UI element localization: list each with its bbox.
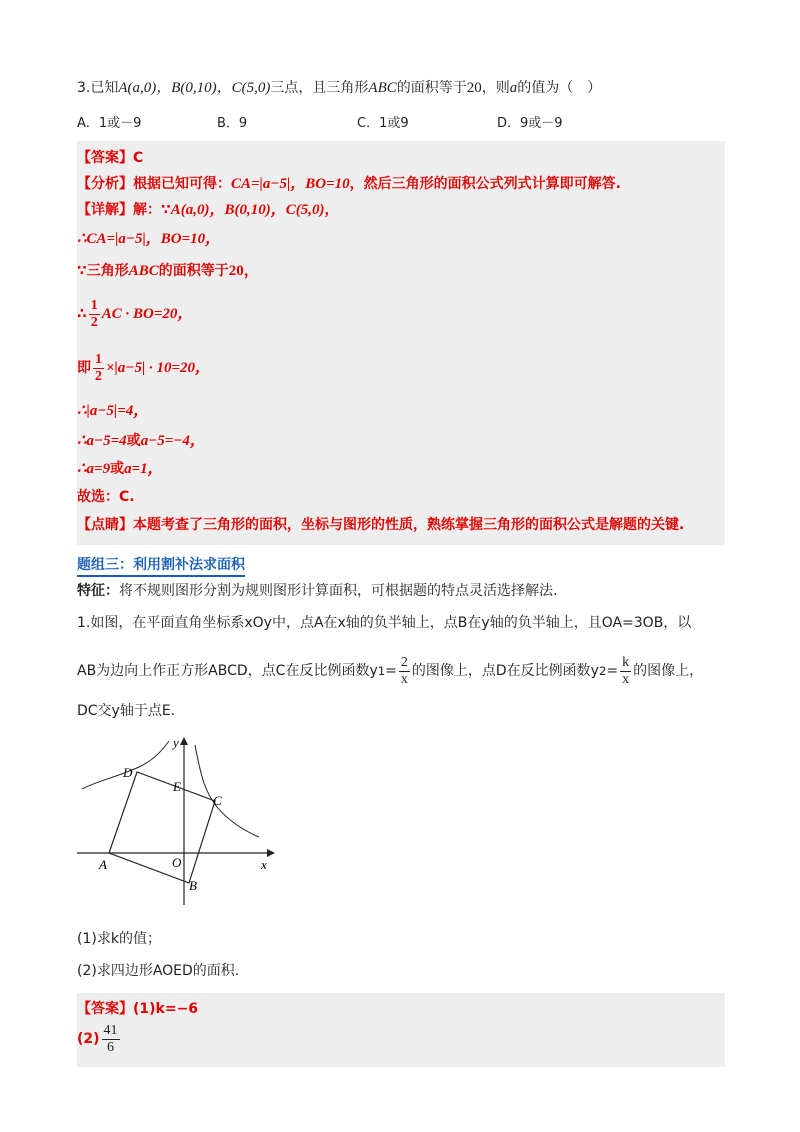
step-math: AC · BO=20， xyxy=(101,306,193,322)
step-text: 即 xyxy=(77,360,91,376)
step-5 xyxy=(77,395,725,427)
group-title: 题组三：利用割补法求面积 xyxy=(77,555,245,577)
label-e: E xyxy=(173,779,181,794)
frac-num: 1 xyxy=(90,297,98,313)
q3-text: 的值为（ ） xyxy=(517,80,602,96)
question-3-options xyxy=(77,112,725,131)
fraction-half xyxy=(89,298,100,331)
step-text: 的面积等于 xyxy=(158,263,229,279)
q1-text: AB为边向上作正方形ABCD，点C在反比例函数y xyxy=(77,663,378,679)
step-4 xyxy=(77,341,725,395)
q3-text: 三点，且三角形 xyxy=(270,80,369,96)
analysis-text: 根据已知可得： xyxy=(133,176,231,192)
analysis-line xyxy=(77,171,725,197)
step-7 xyxy=(77,455,725,483)
step-math: ∴a=9 xyxy=(77,461,111,477)
q1-text: 的图像上， xyxy=(633,663,704,679)
q3-points: A(a,0)，B(0,10)，C(5,0) xyxy=(118,80,271,96)
question-1-line-2 xyxy=(77,653,725,689)
q1-subscript: 1 xyxy=(377,664,386,678)
label-x: x xyxy=(261,857,267,872)
frac-den: 6 xyxy=(107,1039,115,1055)
label-a: A xyxy=(99,857,107,872)
detail-text: 解：∵ xyxy=(133,202,171,218)
step-text: 或 xyxy=(110,461,125,477)
comment-text: 本题考查了三角形的面积，坐标与图形的性质，熟练掌握三角形的面积公式是解题的关键. xyxy=(133,517,685,533)
step-math: 20， xyxy=(228,263,259,279)
detail-label: 【详解】 xyxy=(77,202,133,218)
label-d: D xyxy=(123,765,133,780)
option-b[interactable]: B．9 xyxy=(217,116,248,131)
step-text: ∴ xyxy=(77,306,87,322)
q1-text: = xyxy=(385,663,397,679)
question-1-line-3: DC交y轴于点E. xyxy=(77,703,176,719)
label-o: O xyxy=(172,855,182,870)
sub-question-2: (2)求四边形AOED的面积. xyxy=(77,963,240,979)
label-b: B xyxy=(189,878,197,893)
step-3 xyxy=(77,287,725,341)
q3-triangle: ABC xyxy=(368,80,397,96)
analysis-math: CA=|a−5|，BO=10 xyxy=(231,176,350,192)
fraction-k-over-x xyxy=(620,655,631,688)
option-d[interactable]: D．9或－9 xyxy=(497,116,563,131)
choose-line: 故选：C. xyxy=(77,489,135,505)
step-math: ABC xyxy=(128,263,159,279)
feature-text: 将不规则图形分割为规则图形计算面积，可根据题的特点灵活选择解法. xyxy=(119,583,558,599)
fraction-41-over-6 xyxy=(102,1023,120,1056)
step-text: 或 xyxy=(126,433,141,449)
step-text: ∴CA=|a−5|，BO=10， xyxy=(77,231,221,247)
answer-2-label: (2) xyxy=(77,1031,100,1047)
frac-num: 41 xyxy=(103,1022,118,1038)
step-text: ∵三角形 xyxy=(77,263,129,279)
detail-text: ， xyxy=(324,202,339,218)
comment-label: 【点睛】 xyxy=(77,517,133,533)
question-1-line-1: 1.如图，在平面直角坐标系xOy中，点A在x轴的负半轴上，点B在y轴的负半轴上，且OA=3OB，以 xyxy=(77,615,692,631)
answer-1: 【答案】(1)k=−6 xyxy=(77,1001,199,1017)
step-2 xyxy=(77,255,725,287)
frac-den: x xyxy=(622,671,630,687)
analysis-text: ，然后三角形的面积公式列式计算即可解答. xyxy=(349,176,621,192)
x-axis-arrow xyxy=(267,849,275,857)
q3-var: a xyxy=(509,80,518,96)
step-math: ×|a−5| · 10=20， xyxy=(106,360,211,376)
comment-line xyxy=(77,511,725,539)
fraction-2-over-x xyxy=(399,655,410,688)
frac-num: k xyxy=(622,654,630,670)
answer-box xyxy=(77,993,725,1067)
q1-subscript: 2 xyxy=(598,664,607,678)
answer-line: 【答案】C xyxy=(77,150,144,166)
q3-area: 20 xyxy=(466,80,482,96)
q3-text: ，则 xyxy=(481,80,510,96)
question-3-stem xyxy=(77,78,725,98)
frac-den: 2 xyxy=(90,314,98,330)
step-6 xyxy=(77,427,725,455)
sub-question-1: (1)求k的值； xyxy=(77,931,161,947)
step-math: ∴|a−5|=4， xyxy=(77,403,149,419)
q3-text: 的面积等于 xyxy=(396,80,467,96)
feature-label: 特征： xyxy=(77,583,119,599)
analysis-label: 【分析】 xyxy=(77,176,133,192)
label-c: C xyxy=(213,793,222,808)
solution-box xyxy=(77,141,725,545)
detail-line xyxy=(77,197,725,223)
feature-line xyxy=(77,581,725,601)
q3-text: 3.已知 xyxy=(77,80,119,96)
detail-math: A(a,0)，B(0,10)，C(5,0) xyxy=(170,202,325,218)
curve-y1 xyxy=(195,745,259,837)
coordinate-figure xyxy=(77,737,277,907)
step-math: a−5=−4， xyxy=(140,433,205,449)
step-math: a=1， xyxy=(124,461,163,477)
label-y: y xyxy=(173,737,179,750)
q1-text: = xyxy=(606,663,619,679)
frac-num: 1 xyxy=(95,351,102,367)
step-math: ∴a−5=4 xyxy=(77,433,127,449)
q1-text: 的图像上，点D在反比例函数y xyxy=(411,663,599,679)
frac-num: 2 xyxy=(400,654,408,670)
y-axis-arrow xyxy=(180,737,188,745)
frac-den: 2 xyxy=(95,368,102,384)
step-1 xyxy=(77,223,725,255)
frac-den: x xyxy=(400,671,408,687)
answer-2 xyxy=(77,1019,725,1059)
option-c[interactable]: C．1或9 xyxy=(357,116,409,131)
option-a[interactable]: A．1或－9 xyxy=(77,116,142,131)
square-abcd xyxy=(109,772,215,883)
page xyxy=(77,70,725,1067)
fraction-half xyxy=(93,352,104,385)
